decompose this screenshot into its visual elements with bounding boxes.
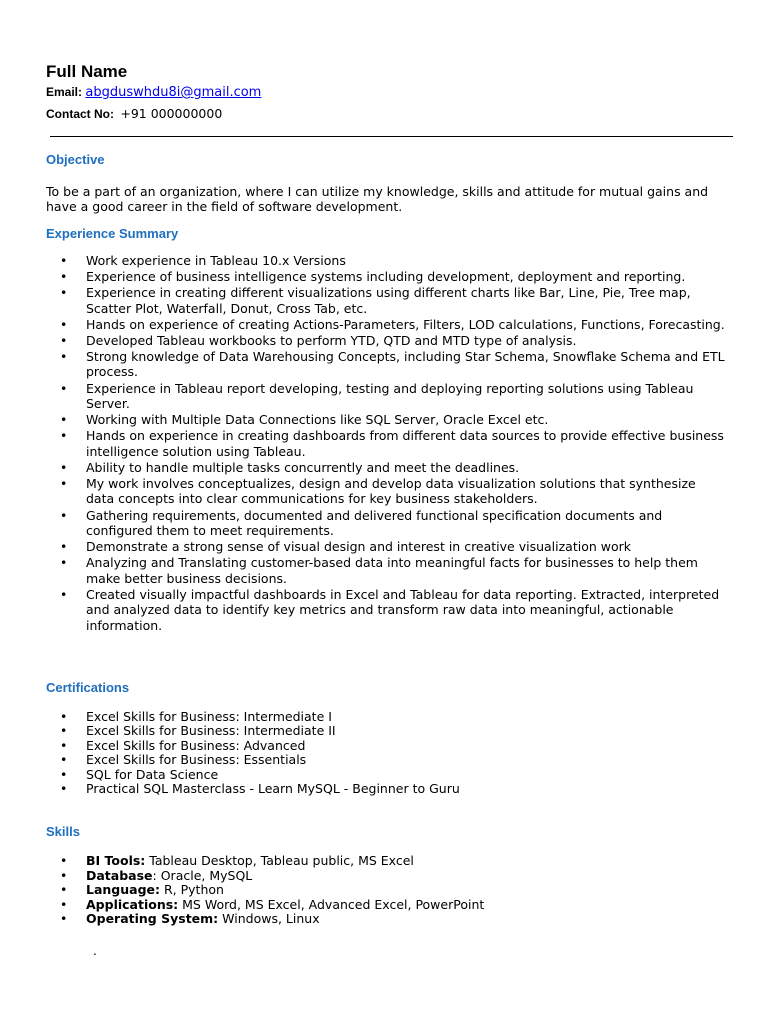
objective-text: To be a part of an organization, where I can utilize my knowledge, skills and attitude for mutual gains and have a good career in the field of software development. [46, 184, 709, 214]
skill-label: Operating System: [86, 911, 219, 927]
list-item: • Experience in creating different visualizations using different charts like Bar, Line, Pie, Tree map, Scatter Plot, Waterfall, Donut, Cross Tab, etc. [46, 285, 726, 316]
list-item: • Experience of business intelligence systems including development, deployment and reporting. [46, 269, 726, 285]
list-item: • Gathering requirements, documented and delivered functional specification documents and configured them to meet requirements. [46, 508, 726, 539]
list-item: • Work experience in Tableau 10.x Versions [46, 253, 726, 269]
list-item: • Analyzing and Translating customer-based data into meaningful facts for businesses to help them make better business decisions. [46, 555, 726, 586]
list-item [46, 898, 726, 913]
list-item: • SQL for Data Science [46, 768, 726, 782]
skill-label: Applications: [86, 896, 179, 912]
skill-value: : Oracle, MySQL [152, 867, 253, 883]
experience-list [46, 253, 726, 634]
list-item [46, 912, 726, 927]
list-item: • Hands on experience of creating Actions-Parameters, Filters, LOD calculations, Functions, Forecasting. [46, 317, 726, 333]
skill-label: Language: [86, 882, 161, 898]
list-item: • Experience in Tableau report developing, testing and deploying reporting solutions using Tableau Server. [46, 381, 726, 412]
full-name: Full Name [46, 62, 128, 81]
list-item: • Ability to handle multiple tasks concurrently and meet the deadlines. [46, 460, 726, 476]
list-item: • Excel Skills for Business: Intermediate I [46, 710, 726, 724]
certifications-list [46, 710, 726, 796]
experience-heading: Experience Summary [46, 226, 179, 241]
skill-value: Tableau Desktop, Tableau public, MS Excel [145, 853, 414, 868]
header-divider [50, 136, 733, 137]
objective-heading: Objective [46, 152, 105, 167]
list-item: • Demonstrate a strong sense of visual design and interest in creative visualization work [46, 539, 726, 555]
list-item: • Excel Skills for Business: Essentials [46, 753, 726, 767]
list-item: • Working with Multiple Data Connections like SQL Server, Oracle Excel etc. [46, 412, 726, 428]
contact-line [46, 106, 222, 121]
skill-value: R, Python [160, 882, 224, 898]
skill-value: Windows, Linux [218, 911, 320, 927]
list-item [46, 883, 726, 898]
trailing-mark: . [93, 944, 97, 958]
list-item: • Excel Skills for Business: Advanced [46, 739, 726, 753]
certifications-heading: Certifications [46, 680, 130, 695]
list-item [46, 854, 726, 869]
skills-heading: Skills [46, 824, 80, 839]
skill-label: Database [86, 867, 153, 883]
contact-number: +91 000000000 [120, 106, 223, 121]
skills-list [46, 854, 726, 927]
email-label: Email: [46, 85, 83, 99]
list-item: • Created visually impactful dashboards in Excel and Tableau for data reporting. Extracted, interpreted and analyzed data to identify key metrics and transform raw data into meaningful, actionable information. [46, 587, 726, 634]
skill-label: BI Tools: [86, 853, 146, 868]
list-item: • My work involves conceptualizes, design and develop data visualization solutions that synthesize data concepts into clear communications for key business stakeholders. [46, 476, 726, 507]
skill-value: MS Word, MS Excel, Advanced Excel, PowerPoint [178, 896, 485, 912]
email-link[interactable]: abgduswhdu8i@gmail.com [85, 85, 262, 100]
email-line [46, 85, 261, 100]
list-item: • Hands on experience in creating dashboards from different data sources to provide effective business intelligence solution using Tableau. [46, 428, 726, 459]
list-item: • Developed Tableau workbooks to perform YTD, QTD and MTD type of analysis. [46, 333, 726, 349]
list-item [46, 869, 726, 884]
list-item: • Strong knowledge of Data Warehousing Concepts, including Star Schema, Snowflake Schema and ETL process. [46, 349, 726, 380]
list-item: • Practical SQL Masterclass - Learn MySQL - Beginner to Guru [46, 782, 726, 796]
contact-label: Contact No: [46, 107, 114, 121]
list-item: • Excel Skills for Business: Intermediate II [46, 724, 726, 738]
